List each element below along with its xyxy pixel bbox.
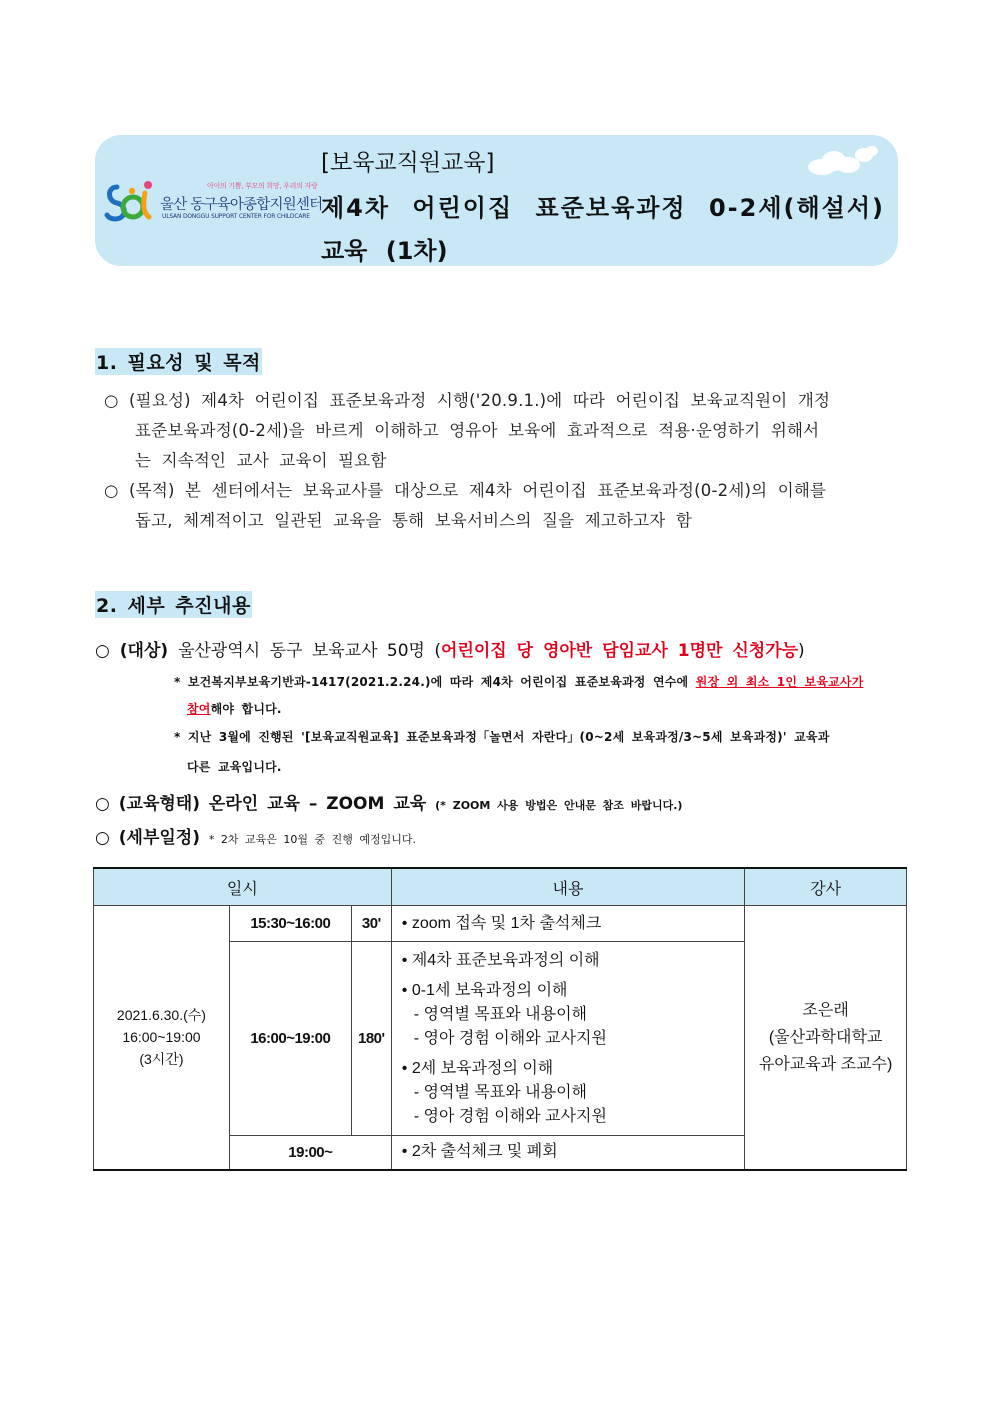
necessity-line1: ○ (필요성) 제4차 어린이집 표준보육과정 시행('20.9.1.)에 따라 어린이집 보육교직원이 개정 [104,391,831,410]
minutes-cell: 30' [351,906,391,942]
table-header-row [94,868,907,906]
date-cell [94,906,230,1170]
purpose-line1: ○ (목적) 본 센터에서는 보육교사를 대상으로 제4차 어린이집 표준보육과정(0-2세)의 이해를 [104,481,827,500]
content-cell: • zoom 접속 및 1차 출석체크 [391,906,744,942]
purpose-line2: 돕고, 체계적이고 일관된 교육을 통해 보육서비스의 질을 제고하고자 함 [135,511,693,530]
note2-line1: * 지난 3월에 진행된 '[보육교직원교육] 표준보육과정「놀면서 자란다」(0~2세 보육과정/3~5세 보육과정)' 교육과 [174,730,830,744]
instructor-cell [745,906,907,1170]
minutes-cell: 180' [351,942,391,1136]
note1-text: * 보건복지부보육기반과-1417(2021.2.24.)에 따라 제4차 어린이집 표준보육과정 연수에 [174,675,696,689]
table-row [94,906,907,942]
header-banner [95,135,898,266]
necessity-line3: 는 지속적인 교사 교육이 필요함 [135,451,387,470]
note1-line1 [174,673,864,690]
date-text: 2021.6.30.(수) [116,1007,206,1024]
time-cell: 15:30~16:00 [229,906,351,942]
note1-highlight-2: 참여 [187,702,211,716]
logo-slogan: 아이의 기쁨, 부모의 희망, 우리의 자랑 [207,182,318,190]
time-cell: 16:00~19:00 [229,942,351,1136]
instructor-affiliation: (울산과학대학교 [768,1028,883,1046]
necessity-line2: 표준보육과정(0-2세)을 바르게 이해하고 영유아 보육에 효과적으로 적용·운영하기 위해서 [135,421,820,440]
format-label: ○ (교육형태) 온라인 교육 – ZOOM 교육 [95,794,427,814]
header-content: 내용 [391,868,744,906]
section2-heading: 2. 세부 추진내용 [95,591,252,618]
content-cell [391,942,744,1136]
header-datetime: 일시 [94,868,392,906]
note1-highlight: 원장 외 최소 1인 보육교사가 [695,675,864,689]
logo-name: 울산 동구육아종합지원센터 [160,197,323,213]
list-subitem: - 영아 경험 이해와 교사지원 [413,1107,607,1125]
header-instructor: 강사 [745,868,907,906]
schedule-table [93,867,907,1171]
schedule-label: ○ (세부일정) [95,828,200,848]
center-logo [103,173,323,233]
list-subitem: - 영역별 목표와 내용이해 [413,1083,588,1101]
note1-line2 [187,700,282,717]
list-subitem: - 영역별 목표와 내용이해 [413,1005,588,1023]
format-row [95,789,682,814]
cloud-icon [800,141,880,177]
banner-title-sub: 교육 (1차) [321,237,448,265]
target-text: 울산광역시 동구 보육교사 50명 ( [178,641,442,661]
list-item: • 0-1세 보육과정의 이해 [401,981,568,999]
instructor-name: 조은래 [802,1001,849,1019]
schedule-note: * 2차 교육은 10월 중 진행 예정입니다. [208,833,417,846]
content-cell: • 2차 출석체크 및 폐회 [391,1136,744,1170]
target-row [95,636,805,661]
section1-heading: 1. 필요성 및 목적 [95,348,262,375]
target-label: ○ (대상) [95,641,169,661]
target-restriction: 어린이집 당 영아반 담임교사 1명만 신청가능 [441,641,799,661]
banner-category: [보육교직원교육] [321,150,495,176]
instructor-title: 유아교육과 조교수) [758,1055,893,1073]
time-range-text: 16:00~19:00 [122,1029,201,1046]
banner-title: 제4차 어린이집 표준보육과정 0-2세(해설서) [321,194,886,222]
list-subitem: - 영아 경험 이해와 교사지원 [413,1029,607,1047]
note1-text-2: 해야 합니다. [210,702,282,716]
schedule-row [95,823,416,848]
list-item: • 2세 보육과정의 이해 [401,1059,554,1077]
format-note: (* ZOOM 사용 방법은 안내문 참조 바랍니다.) [435,799,683,812]
target-close: ) [798,641,805,661]
duration-text: (3시간) [139,1051,184,1068]
logo-mark-icon [103,173,163,233]
time-cell: 19:00~ [229,1136,391,1170]
list-item: • 제4차 표준보육과정의 이해 [401,951,600,969]
logo-english: ULSAN DONGGU SUPPORT CENTER FOR CHILDCARE [162,213,310,220]
note2-line2: 다른 교육입니다. [187,760,282,774]
